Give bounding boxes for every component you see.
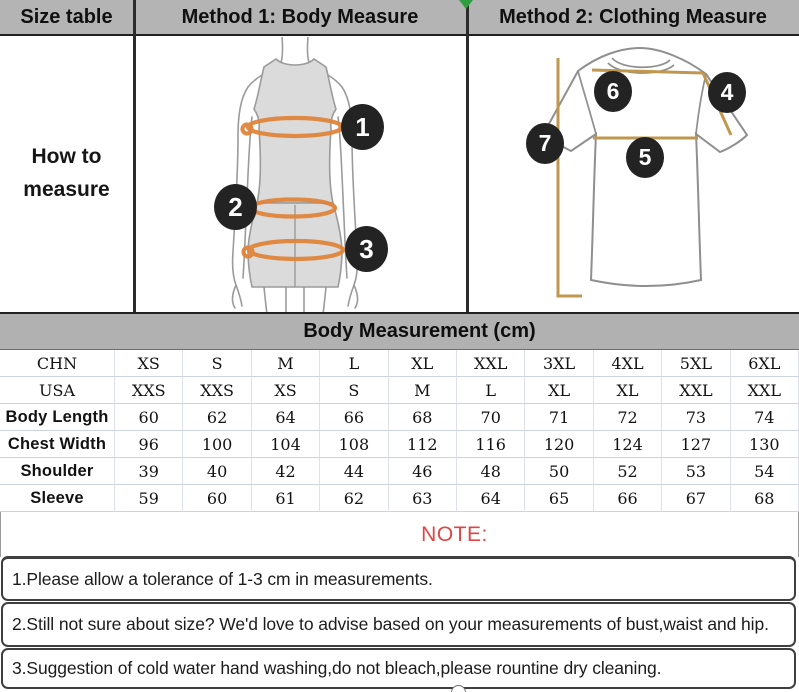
size-value-cell: 68 xyxy=(389,404,457,431)
row-label: Sleeve xyxy=(0,485,115,512)
size-value-cell: 40 xyxy=(183,458,251,485)
size-value-cell: 65 xyxy=(525,485,593,512)
size-value-cell: 62 xyxy=(183,404,251,431)
size-value-cell: XXS xyxy=(183,377,251,404)
measure-point-6: 6 xyxy=(594,71,632,112)
measure-point-5: 5 xyxy=(626,137,664,178)
size-value-cell: XXS xyxy=(115,377,183,404)
size-value-cell: S xyxy=(320,377,388,404)
table-row xyxy=(0,431,799,458)
row-label: Shoulder xyxy=(0,458,115,485)
size-value-cell: 112 xyxy=(389,431,457,458)
size-value-cell: XXL xyxy=(731,377,799,404)
size-value-cell: L xyxy=(457,377,525,404)
how-to-measure-label xyxy=(0,36,133,312)
size-value-cell: 130 xyxy=(731,431,799,458)
size-value-cell: 96 xyxy=(115,431,183,458)
size-value-cell: 54 xyxy=(731,458,799,485)
note-title xyxy=(0,512,799,557)
row-label: USA xyxy=(0,377,115,404)
size-value-cell: 42 xyxy=(252,458,320,485)
size-value-cell: 3XL xyxy=(525,350,593,377)
size-value-cell: 74 xyxy=(731,404,799,431)
size-value-cell: XXL xyxy=(457,350,525,377)
column-divider-left xyxy=(133,0,136,312)
measure-point-4: 4 xyxy=(708,72,746,113)
size-value-cell: 71 xyxy=(525,404,593,431)
size-value-cell: 39 xyxy=(115,458,183,485)
table-row xyxy=(0,485,799,512)
size-value-cell: 62 xyxy=(320,485,388,512)
size-value-cell: 73 xyxy=(662,404,730,431)
row-label: Chest Width xyxy=(0,431,115,458)
size-value-cell: 46 xyxy=(389,458,457,485)
size-value-cell: XS xyxy=(252,377,320,404)
size-value-cell: S xyxy=(183,350,251,377)
size-value-cell: L xyxy=(320,350,388,377)
tank-top-shape xyxy=(254,59,336,203)
measure-point-2: 2 xyxy=(214,184,257,230)
size-value-cell: 120 xyxy=(525,431,593,458)
body-measurement-band-title: Body Measurement (cm) xyxy=(0,312,799,350)
size-value-cell: 66 xyxy=(320,404,388,431)
size-value-cell: 61 xyxy=(252,485,320,512)
body-measure-panel xyxy=(136,37,466,312)
size-value-cell: 72 xyxy=(594,404,662,431)
row-label: Body Length xyxy=(0,404,115,431)
note-item-3: 3.Suggestion of cold water hand washing,do not bleach,please rountine dry cleaning. xyxy=(1,648,796,689)
how-to-measure-line2: measure xyxy=(23,178,110,201)
size-value-cell: 59 xyxy=(115,485,183,512)
size-table-body xyxy=(0,350,799,512)
body-figure-illustration xyxy=(136,37,466,312)
size-value-cell: M xyxy=(389,377,457,404)
size-value-cell: M xyxy=(252,350,320,377)
size-value-cell: 48 xyxy=(457,458,525,485)
size-value-cell: 60 xyxy=(183,485,251,512)
measure-point-3: 3 xyxy=(345,226,388,272)
header-method2: Method 2: Clothing Measure xyxy=(499,5,767,28)
size-value-cell: 52 xyxy=(594,458,662,485)
size-value-cell: 108 xyxy=(320,431,388,458)
row-label: CHN xyxy=(0,350,115,377)
size-value-cell: 50 xyxy=(525,458,593,485)
size-value-cell: 116 xyxy=(457,431,525,458)
size-value-cell: 6XL xyxy=(731,350,799,377)
size-value-cell: 68 xyxy=(731,485,799,512)
measure-point-1: 1 xyxy=(341,104,384,150)
size-value-cell: 124 xyxy=(594,431,662,458)
note-item-1: 1.Please allow a tolerance of 1-3 cm in measurements. xyxy=(1,556,796,601)
table-row xyxy=(0,350,799,377)
size-value-cell: 70 xyxy=(457,404,525,431)
size-value-cell: 100 xyxy=(183,431,251,458)
size-value-cell: XL xyxy=(525,377,593,404)
size-value-cell: 64 xyxy=(252,404,320,431)
size-value-cell: 104 xyxy=(252,431,320,458)
table-row xyxy=(0,404,799,431)
header-band xyxy=(0,0,799,36)
size-value-cell: 4XL xyxy=(594,350,662,377)
column-divider-right xyxy=(466,0,469,312)
size-value-cell: 44 xyxy=(320,458,388,485)
header-size-table: Size table xyxy=(20,5,113,28)
size-value-cell: 60 xyxy=(115,404,183,431)
size-value-cell: XL xyxy=(594,377,662,404)
note-title-text: NOTE: xyxy=(421,522,488,546)
size-value-cell: 63 xyxy=(389,485,457,512)
size-value-cell: XXL xyxy=(662,377,730,404)
size-value-cell: XL xyxy=(389,350,457,377)
how-to-measure-line1: How to xyxy=(31,145,102,169)
size-value-cell: 5XL xyxy=(662,350,730,377)
size-value-cell: 53 xyxy=(662,458,730,485)
header-method1: Method 1: Body Measure xyxy=(181,5,419,28)
size-value-cell: 66 xyxy=(594,485,662,512)
table-row xyxy=(0,377,799,404)
size-value-cell: XS xyxy=(115,350,183,377)
size-value-cell: 127 xyxy=(662,431,730,458)
table-row xyxy=(0,458,799,485)
size-value-cell: 64 xyxy=(457,485,525,512)
size-value-cell: 67 xyxy=(662,485,730,512)
measure-point-7: 7 xyxy=(526,123,564,164)
green-marker-icon xyxy=(459,0,473,9)
note-item-2: 2.Still not sure about size? We'd love to advise based on your measurements of bust,waist and hip. xyxy=(1,602,796,647)
